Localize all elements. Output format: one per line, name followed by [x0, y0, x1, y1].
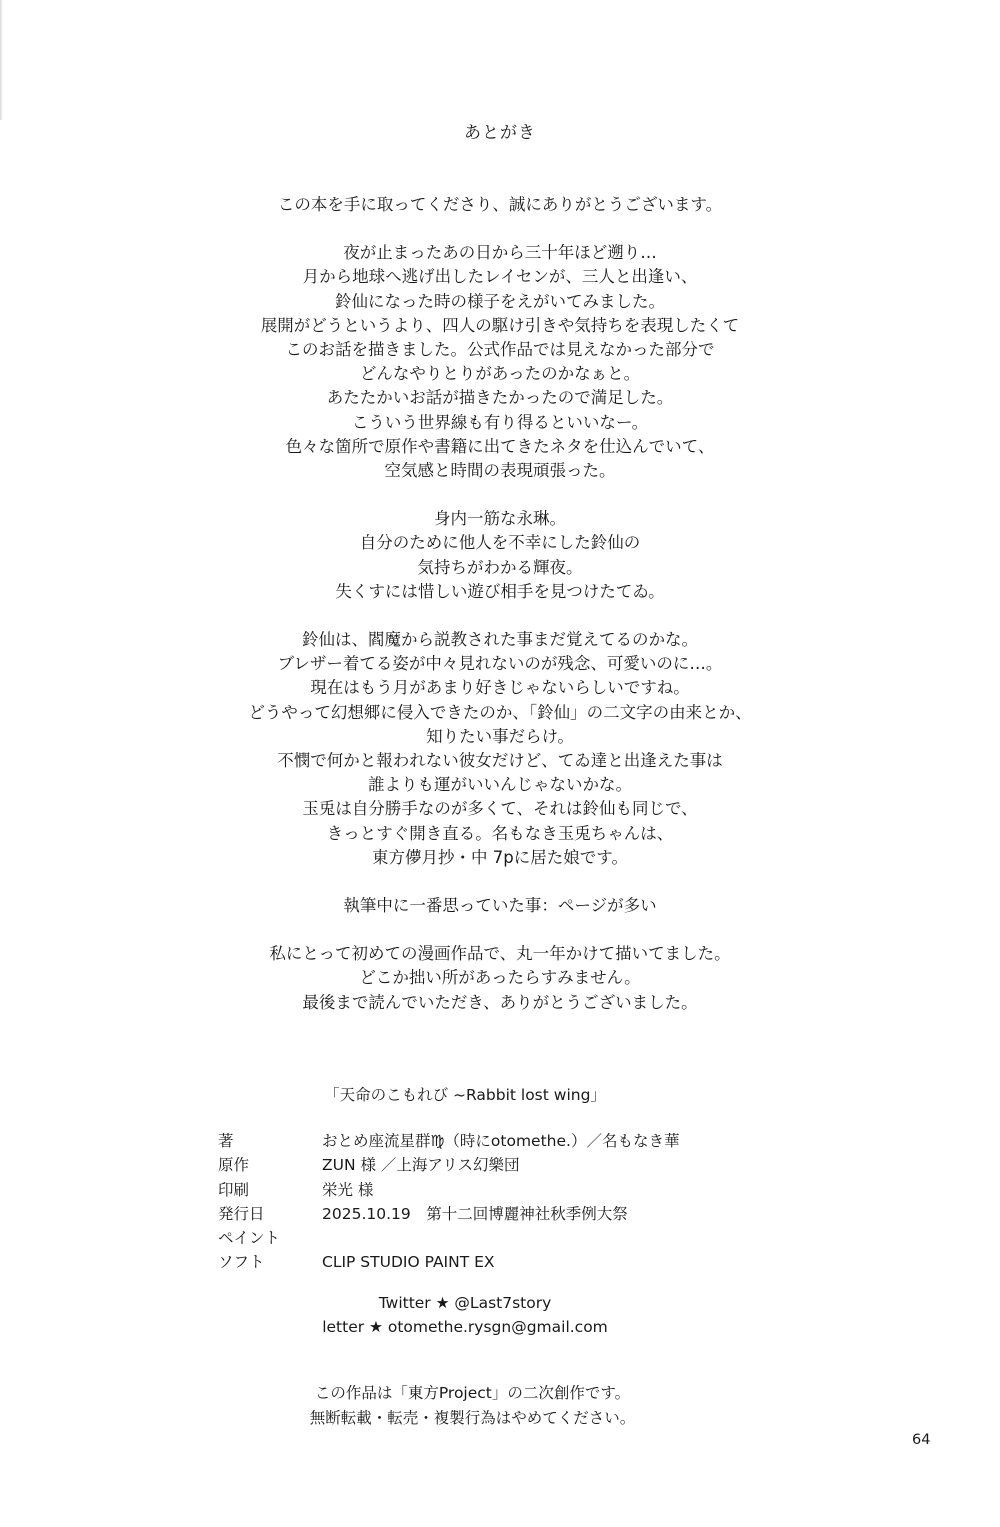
text-line: 夜が止まったあの日から三十年ほど遡り…	[343, 243, 657, 263]
credit-row-software	[218, 1250, 778, 1274]
text-line: あたたかいお話が描きたかったので満足した。	[326, 388, 674, 408]
notice-line: この作品は「東方Project」の二次創作です。	[314, 1384, 631, 1402]
page-edge-shadow	[0, 0, 3, 120]
text-line: 月から地球へ逃げ出したレイセンが、三人と出逢い、	[302, 267, 698, 287]
notice-line: 無断転載・転売・複製行為はやめてください。	[309, 1408, 636, 1427]
text-line: 空気感と時間の表現頑張った。	[384, 461, 616, 481]
paragraph-characters	[0, 507, 1000, 604]
text-line: 鈴仙になった時の様子をえがいてみました。	[335, 291, 665, 311]
paragraph-story	[0, 241, 1000, 483]
credit-row-original	[218, 1153, 778, 1177]
text-line: 色々な箇所で原作や書籍に出てきたネタを仕込んでいて、	[285, 436, 715, 456]
credit-value: 栄光 様	[322, 1180, 374, 1199]
text-line: この本を手に取ってくださり、誠にありがとうございます。	[277, 195, 723, 214]
colophon-credits	[218, 1129, 778, 1275]
credit-value: 2025.10.19 第十二回博麗神社秋季例大祭	[322, 1204, 628, 1223]
text-line: ブレザー着てる姿が中々見れないのが残念、可愛いのに…。	[277, 654, 723, 674]
paragraph-reisen	[0, 628, 1000, 870]
credit-row-paint	[218, 1226, 778, 1250]
text-line: 鈴仙は、閻魔から説教された事まだ覚えてるのかな。	[302, 630, 698, 650]
text-line: どこか拙い所があったらすみません。	[359, 968, 641, 988]
text-line: 玉兎は自分勝手なのが多くて、それは鈴仙も同じで、	[302, 799, 698, 819]
twitter-handle: Twitter ★ @Last7story	[378, 1294, 552, 1312]
credit-label: 原作	[218, 1156, 250, 1175]
text-line: 誰よりも運がいいんじゃないかな。	[368, 775, 632, 795]
text-line: どんなやりとりがあったのかなぁと。	[359, 364, 641, 384]
credit-row-publish-date	[218, 1202, 778, 1226]
text-line: 気持ちがわかる輝夜。	[417, 557, 583, 577]
text-line: 東方儚月抄・中 7pに居た娘です。	[372, 847, 628, 867]
credit-value: ZUN 様 ／上海アリス幻樂団	[322, 1156, 520, 1175]
text-line: 執筆中に一番思っていた事：ページが多い	[343, 896, 657, 916]
text-line: どうやって幻想郷に侵入できたのか、「鈴仙」の二文字の由来とか、	[248, 702, 752, 722]
credit-label: 著	[218, 1132, 234, 1150]
paragraph-writing-thought	[0, 894, 1000, 918]
text-line: 現在はもう月があまり好きじゃないらしいですね。	[310, 678, 690, 698]
credit-value	[322, 1226, 778, 1250]
text-line: このお話を描きました。公式作品では見えなかった部分で	[285, 340, 715, 360]
text-line: 知りたい事だらけ。	[426, 726, 574, 746]
credit-label: ペイント	[218, 1229, 281, 1248]
book-title: 「天命のこもれび ~Rabbit lost wing」	[324, 1086, 606, 1104]
text-line: きっとすぐ開き直る。名もなき玉兎ちゃんは、	[326, 823, 674, 843]
paragraph-greeting	[0, 193, 1000, 217]
text-line: 不憫で何かと報われない彼女だけど、てゐ達と出逢えた事は	[277, 751, 723, 771]
email-address: letter ★ otomethe.rysgn@gmail.com	[322, 1318, 608, 1337]
credit-label: ソフト	[218, 1253, 265, 1272]
credit-row-printing	[218, 1178, 778, 1202]
credit-value: おとめ座流星群♍（時にotomethe.）／名もなき華	[322, 1132, 680, 1150]
copyright-notice	[0, 1381, 945, 1430]
contact-info	[0, 1291, 930, 1340]
credit-row-author	[218, 1129, 778, 1153]
text-line: 展開がどうというより、四人の駆け引きや気持ちを表現したくて	[260, 315, 740, 335]
text-line: 失くすには惜しい遊び相手を見つけたてゐ。	[335, 581, 665, 601]
afterword-body	[0, 193, 1000, 1039]
page-number: 64	[912, 1432, 931, 1448]
text-line: 最後まで読んでいただき、ありがとうございました。	[302, 992, 698, 1012]
text-line: 自分のために他人を不幸にした鈴仙の	[359, 533, 641, 553]
text-line: 私にとって初めての漫画作品で、丸一年かけて描いてました。	[269, 944, 731, 964]
paragraph-closing	[0, 942, 1000, 1015]
credit-label: 発行日	[218, 1204, 265, 1223]
text-line: こういう世界線も有り得るといいなー。	[351, 412, 649, 432]
text-line: 身内一筋な永琳。	[434, 509, 566, 529]
page-title: あとがき	[464, 123, 536, 143]
credit-value: CLIP STUDIO PAINT EX	[322, 1253, 495, 1272]
credit-label: 印刷	[218, 1180, 250, 1199]
